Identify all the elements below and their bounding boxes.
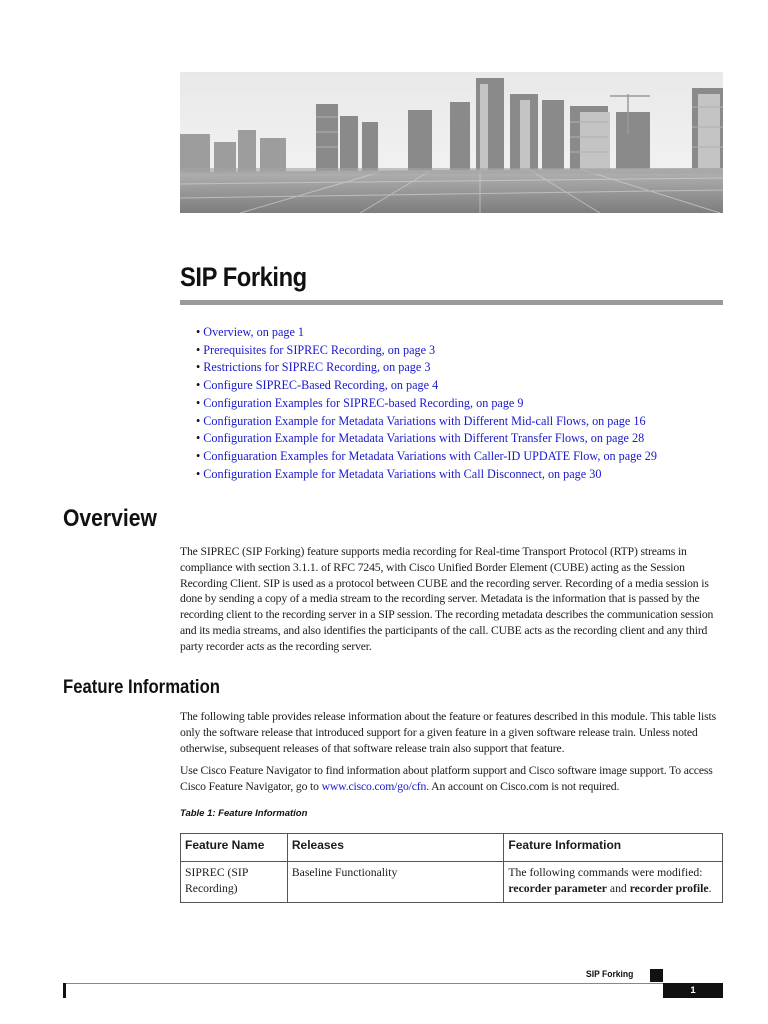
toc-bullet: • xyxy=(196,431,201,446)
toc-item xyxy=(196,430,657,448)
cell-feature-name: SIPREC (SIP Recording) xyxy=(181,862,288,903)
feature-info-paragraph: The following table provides release information about the feature or features described in this module. This table lists only the software release that introduced support for a given feature in a given software release train. Unless noted otherwise, subsequent releases of that software release train also support that feature. xyxy=(180,710,716,755)
command-recorder-parameter: recorder parameter xyxy=(508,881,607,895)
command-recorder-profile: recorder profile xyxy=(629,881,709,895)
toc-bullet: • xyxy=(196,360,201,375)
footer-left-bar xyxy=(63,983,66,998)
toc-item xyxy=(196,359,657,377)
toc-item xyxy=(196,324,657,342)
footer-chapter-title: SIP Forking xyxy=(586,969,634,980)
cell-info-end: . xyxy=(708,881,712,895)
toc-bullet: • xyxy=(196,413,201,428)
toc-item xyxy=(196,395,657,413)
feature-navigator-text: Use Cisco Feature Navigator to find information about platform support and Cisco software image support. To access Cisco Feature Navigator, go to xyxy=(180,764,713,793)
page-number: 1 xyxy=(663,983,723,998)
toc-bullet: • xyxy=(196,325,201,339)
chapter-title: SIP Forking xyxy=(180,262,307,292)
table-header-row xyxy=(181,834,723,862)
toc-link[interactable]: Prerequisites for SIPREC Recording, on page 3 xyxy=(203,342,436,357)
toc-bullet: • xyxy=(196,466,201,481)
toc-link[interactable]: Restrictions for SIPREC Recording, on page 3 xyxy=(203,360,431,375)
toc-link[interactable]: Configuaration Examples for Metadata Variations with Caller-ID UPDATE Flow, on page 29 xyxy=(203,448,657,463)
toc-bullet: • xyxy=(196,378,201,393)
toc-item xyxy=(196,448,657,466)
toc-link[interactable]: Configure SIPREC-Based Recording, on page 4 xyxy=(203,378,439,393)
overview-heading: Overview xyxy=(63,505,157,532)
toc-link[interactable]: Configuration Example for Metadata Variations with Call Disconnect, on page 30 xyxy=(203,466,602,481)
toc-item xyxy=(196,466,657,484)
header-banner-image xyxy=(180,72,723,213)
cisco-cfn-link[interactable]: www.cisco.com/go/cfn xyxy=(321,779,427,793)
feature-navigator-paragraph xyxy=(180,763,725,795)
overview-paragraph: The SIPREC (SIP Forking) feature supports media recording for Real-time Transport Protocol (RTP) streams in compliance with section 3.1.1. of RFC 7245, with Cisco Unified Border Element (CUBE) acting as the Session Recording Client. SIP is used as a protocol between CUBE and the recording server. Recording of a media session is done by sending a copy of a media stream to the recording server. Metadata is the information that is passed by the recording client to the recording server in a SIP session. The recording metadata describes the communication session and its media streams, and also identifies the participants of the call. CUBE acts as the recording client and any third party recorder acts as the recording server. xyxy=(180,545,714,653)
toc-item xyxy=(196,377,657,395)
toc-link[interactable]: Configuration Examples for SIPREC-based Recording, on page 9 xyxy=(203,395,524,410)
footer-marker xyxy=(650,969,663,982)
toc-list xyxy=(196,324,657,483)
toc-link[interactable]: Overview, on page 1 xyxy=(203,325,305,339)
cell-info-and: and xyxy=(606,881,630,895)
table-row xyxy=(181,862,723,903)
toc-link[interactable]: Configuration Example for Metadata Variations with Different Transfer Flows, on page 28 xyxy=(203,431,645,446)
toc-item xyxy=(196,413,657,431)
feature-information-heading: Feature Information xyxy=(63,677,220,698)
feature-navigator-text-end: . An account on Cisco.com is not required. xyxy=(426,779,620,793)
footer-divider xyxy=(63,983,723,984)
title-divider xyxy=(180,300,723,305)
cell-info-text: The following commands were modified: xyxy=(508,866,703,879)
toc-item xyxy=(196,342,657,360)
feature-information-table xyxy=(180,833,723,903)
toc-bullet: • xyxy=(196,395,201,410)
column-header-feature-information: Feature Information xyxy=(504,834,723,862)
column-header-releases: Releases xyxy=(287,834,504,862)
column-header-feature-name: Feature Name xyxy=(181,834,288,862)
toc-link[interactable]: Configuration Example for Metadata Variations with Different Mid-call Flows, on page 16 xyxy=(203,413,646,428)
toc-bullet: • xyxy=(196,448,201,463)
cell-releases: Baseline Functionality xyxy=(287,862,504,903)
cell-feature-information xyxy=(504,862,723,903)
table-caption: Table 1: Feature Information xyxy=(180,808,308,819)
toc-bullet: • xyxy=(196,342,201,357)
